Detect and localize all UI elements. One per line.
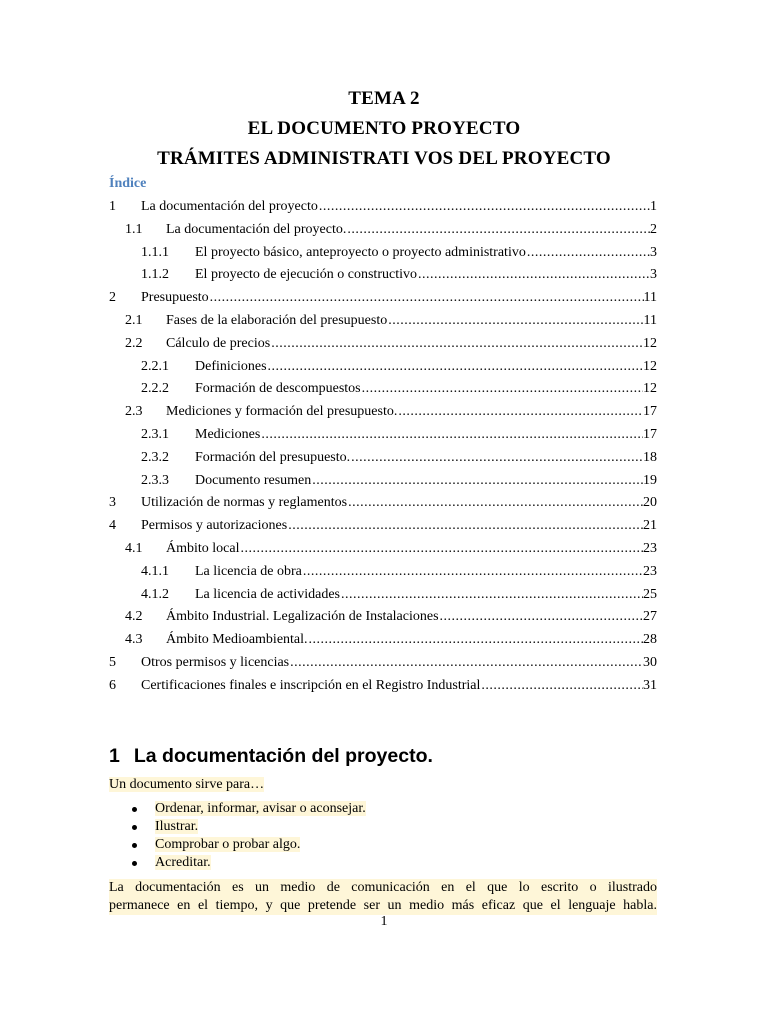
toc-entry[interactable] <box>109 606 657 629</box>
toc-entry-label: Presupuesto <box>141 290 209 306</box>
toc-entry[interactable] <box>109 675 657 698</box>
bullet-icon <box>132 825 137 830</box>
toc-dot-leader <box>439 606 643 629</box>
toc-dot-leader <box>346 219 650 242</box>
toc-entry-page: 3 <box>650 267 657 283</box>
toc-entry-number: 2 <box>109 290 116 306</box>
toc-dot-leader <box>361 378 643 401</box>
toc-entry-text <box>166 401 657 424</box>
toc-dot-leader <box>240 538 644 561</box>
toc-dot-leader <box>302 561 643 584</box>
toc-entry-number: 3 <box>109 495 116 511</box>
toc-dot-leader <box>311 470 643 493</box>
toc-entry-text <box>166 629 657 652</box>
toc-entry-label: Ámbito local <box>166 540 240 556</box>
toc-entry[interactable] <box>109 264 657 287</box>
toc-entry-text <box>166 606 657 629</box>
toc-entry-page: 12 <box>643 335 657 351</box>
toc-entry-page: 12 <box>643 358 657 374</box>
toc-entry-page: 30 <box>643 654 657 670</box>
toc-entry-label: Documento resumen <box>195 472 312 488</box>
toc-dot-leader <box>318 196 650 219</box>
toc-entry-page: 23 <box>643 540 657 556</box>
toc-entry-text <box>141 652 657 675</box>
page-number: 1 <box>380 914 388 929</box>
toc-entry-label: Permisos y autorizaciones <box>141 518 288 534</box>
paragraph-line: permanece en el tiempo, y que pretende ser un medio más eficaz que el lenguaje habla. <box>109 898 657 913</box>
bullet-item <box>130 800 366 818</box>
toc-dot-leader <box>340 584 643 607</box>
toc-entry-text <box>195 561 657 584</box>
paragraph-line: La documentación es un medio de comunicación en el que lo escrito o ilustrado <box>109 880 657 895</box>
toc-entry-number: 4.2 <box>125 609 143 625</box>
toc-entry-page: 11 <box>643 312 657 328</box>
bullet-icon <box>132 843 137 848</box>
toc-entry-label: La documentación del proyecto <box>141 199 318 214</box>
toc-entry-text <box>141 492 657 515</box>
toc-entry-number: 4.3 <box>125 632 143 648</box>
toc-entry-page: 17 <box>643 426 657 442</box>
toc-entry-text <box>141 515 657 538</box>
toc-entry-label: Otros permisos y licencias <box>141 654 290 670</box>
toc-entry[interactable] <box>109 196 657 219</box>
toc-dot-leader <box>526 242 650 265</box>
bullet-list <box>130 800 366 872</box>
toc-entry-label: La licencia de obra <box>195 563 302 579</box>
toc-entry[interactable] <box>109 378 657 401</box>
intro-highlighted-text: Un documento sirve para… <box>109 777 265 792</box>
toc-entry[interactable] <box>109 515 657 538</box>
toc-entry[interactable] <box>109 219 657 242</box>
toc-entry[interactable] <box>109 310 657 333</box>
toc-entry-label: Mediciones y formación del presupuesto. <box>166 404 398 420</box>
toc-entry[interactable] <box>109 447 657 470</box>
toc-entry-label: La licencia de actividades <box>195 586 340 602</box>
toc-dot-leader <box>480 675 643 698</box>
bullet-icon <box>132 807 137 812</box>
body-paragraph <box>109 879 657 915</box>
toc-entry-number: 4.1 <box>125 540 143 556</box>
toc-entry-text <box>141 196 657 219</box>
toc-dot-leader <box>308 629 643 652</box>
toc-entry-label: Mediciones <box>195 426 261 442</box>
toc-entry-page: 20 <box>643 495 657 511</box>
toc-dot-leader <box>347 492 643 515</box>
toc-entry-label: Fases de la elaboración del presupuesto <box>166 312 388 328</box>
document-title-line-1: TEMA 2 <box>348 88 420 109</box>
toc-dot-leader <box>287 515 643 538</box>
toc-entry-label: Utilización de normas y reglamentos <box>141 495 348 511</box>
toc-entry-page: 2 <box>650 221 657 237</box>
toc-entry[interactable] <box>109 629 657 652</box>
toc-entry-text <box>195 584 657 607</box>
toc-entry-label: Certificaciones finales e inscripción en el Registro Industrial <box>141 677 481 693</box>
bullet-item <box>130 818 366 836</box>
toc-entry-page: 28 <box>643 632 657 648</box>
toc-entry[interactable] <box>109 356 657 379</box>
toc-entry-label: Ámbito Medioambiental. <box>166 632 308 648</box>
toc-entry[interactable] <box>109 652 657 675</box>
toc-entry-page: 19 <box>643 472 657 488</box>
toc-entry-text <box>195 356 657 379</box>
toc-entry-page: 18 <box>643 449 657 465</box>
toc-entry-text <box>195 242 657 265</box>
section-heading <box>109 745 433 768</box>
toc-entry-number: 2.3 <box>125 404 143 420</box>
toc-entry-number: 2.2.2 <box>141 381 169 397</box>
toc-entry-label: Formación de descompuestos <box>195 381 361 397</box>
toc-entry-page: 11 <box>643 290 657 306</box>
toc-entry[interactable] <box>109 538 657 561</box>
toc-entry[interactable] <box>109 242 657 265</box>
toc-entry[interactable] <box>109 561 657 584</box>
toc-entry-number: 1 <box>109 199 116 214</box>
bullet-icon <box>132 861 137 866</box>
toc-entry-page: 3 <box>650 244 657 260</box>
toc-dot-leader <box>387 310 643 333</box>
bullet-text: Ordenar, informar, avisar o aconsejar. <box>155 801 366 816</box>
toc-entry-number: 1.1.2 <box>141 267 169 283</box>
toc-entry-label: El proyecto de ejecución o constructivo <box>195 267 417 283</box>
bullet-text: Ilustrar. <box>155 819 199 834</box>
toc-dot-leader <box>289 652 643 675</box>
bullet-text: Comprobar o probar algo. <box>155 837 301 852</box>
toc-entry[interactable] <box>109 470 657 493</box>
toc-entry[interactable] <box>109 401 657 424</box>
toc-entry-text <box>166 333 657 356</box>
toc-entry-label: Formación del presupuesto. <box>195 449 351 465</box>
toc-entry-number: 2.2.1 <box>141 358 169 374</box>
document-title-line-2: EL DOCUMENTO PROYECTO <box>247 118 521 139</box>
bullet-item <box>130 854 366 872</box>
toc-entry-text <box>141 287 657 310</box>
toc-entry-number: 2.3.1 <box>141 426 169 442</box>
toc-entry-page: 1 <box>650 199 657 214</box>
toc-entry-label: Ámbito Industrial. Legalización de Instalaciones <box>166 609 439 625</box>
table-of-contents <box>109 196 657 698</box>
toc-entry-number: 1.1.1 <box>141 244 169 260</box>
toc-entry[interactable] <box>109 287 657 310</box>
toc-entry-page: 25 <box>643 586 657 602</box>
toc-dot-leader <box>260 424 643 447</box>
toc-entry-text <box>166 219 657 242</box>
intro-text <box>109 775 264 795</box>
document-title-line-3: TRÁMITES ADMINISTRATI VOS DEL PROYECTO <box>157 148 611 169</box>
toc-entry-number: 4 <box>109 518 116 534</box>
toc-dot-leader <box>209 287 644 310</box>
toc-entry-text <box>195 264 657 287</box>
toc-entry-text <box>166 538 657 561</box>
toc-entry-page: 31 <box>643 677 657 693</box>
toc-entry-number: 2.3.2 <box>141 449 169 465</box>
toc-entry-number: 1.1 <box>125 221 143 237</box>
toc-entry[interactable] <box>109 492 657 515</box>
toc-entry-label: El proyecto básico, anteproyecto o proyecto administrativo <box>195 244 526 260</box>
toc-dot-leader <box>267 356 643 379</box>
toc-entry-page: 27 <box>643 609 657 625</box>
toc-entry-page: 17 <box>643 404 657 420</box>
index-heading: Índice <box>109 176 147 191</box>
toc-entry-label: Definiciones <box>195 358 267 374</box>
toc-entry-page: 12 <box>643 381 657 397</box>
toc-entry-text <box>195 447 657 470</box>
toc-entry-text <box>195 470 657 493</box>
bullet-text: Acreditar. <box>155 855 211 870</box>
bullet-item <box>130 836 366 854</box>
toc-entry-text <box>166 310 657 333</box>
toc-entry-number: 4.1.2 <box>141 586 169 602</box>
toc-entry-number: 2.2 <box>125 335 143 351</box>
toc-dot-leader <box>270 333 643 356</box>
toc-entry-page: 21 <box>643 518 657 534</box>
section-title: La documentación del proyecto. <box>133 745 433 767</box>
toc-dot-leader <box>350 447 643 470</box>
toc-entry-number: 2.1 <box>125 312 143 328</box>
toc-entry-label: Cálculo de precios <box>166 335 271 351</box>
toc-entry[interactable] <box>109 333 657 356</box>
toc-dot-leader <box>397 401 643 424</box>
section-number: 1 <box>109 745 120 767</box>
toc-entry-page: 23 <box>643 563 657 579</box>
toc-entry[interactable] <box>109 424 657 447</box>
toc-entry[interactable] <box>109 584 657 607</box>
toc-entry-number: 2.3.3 <box>141 472 169 488</box>
toc-entry-number: 4.1.1 <box>141 563 169 579</box>
toc-entry-label: La documentación del proyecto. <box>166 221 347 237</box>
toc-entry-text <box>141 675 657 698</box>
toc-entry-text <box>195 424 657 447</box>
toc-entry-text <box>195 378 657 401</box>
toc-entry-number: 6 <box>109 677 116 693</box>
toc-entry-number: 5 <box>109 654 116 670</box>
toc-dot-leader <box>417 264 650 287</box>
